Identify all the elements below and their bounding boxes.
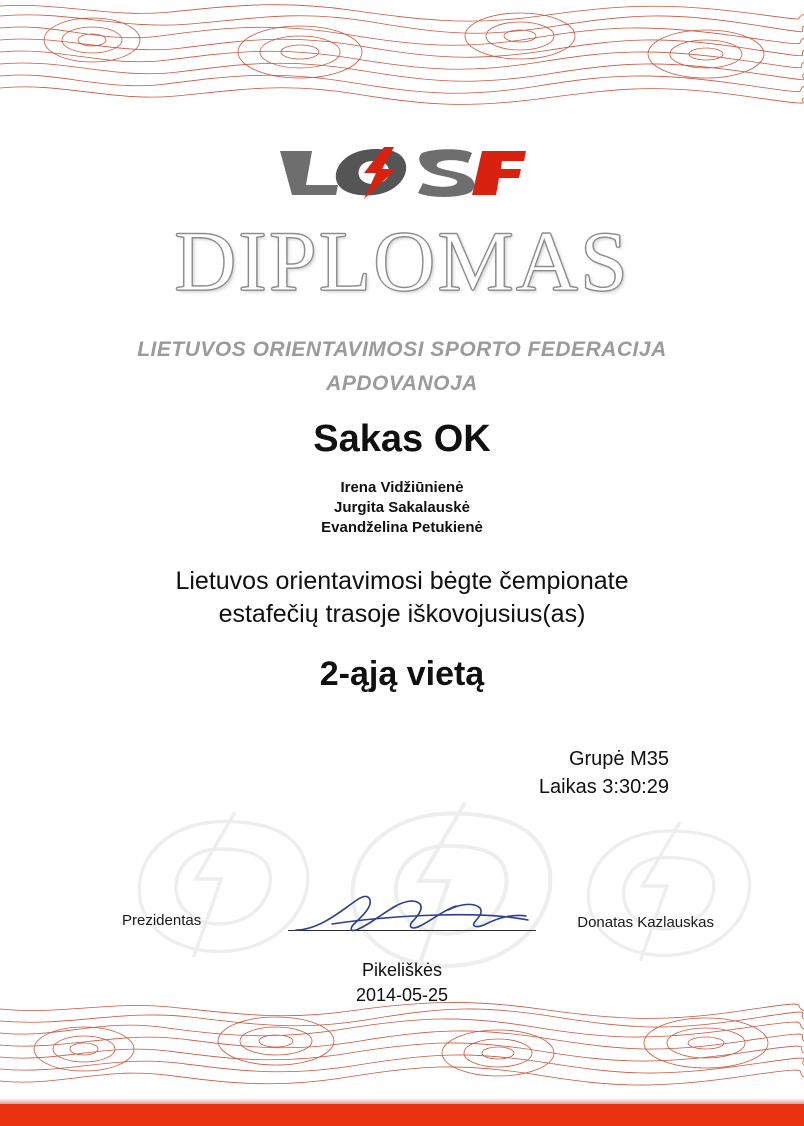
federation-line-1: LIETUVOS ORIENTAVIMOSI SPORTO FEDERACIJA <box>137 338 667 361</box>
losf-logo <box>272 145 532 200</box>
federation-line-2: APDOVANOJA <box>326 372 478 395</box>
signature-mark <box>288 890 538 938</box>
list-item: Jurgita Sakalauskė <box>334 499 470 516</box>
place-awarded: 2-ąją vietą <box>319 655 485 693</box>
group-label: Grupė M35 <box>568 748 669 770</box>
event-description-line-1: Lietuvos orientavimosi bėgte čempionate <box>175 567 629 595</box>
signature-role-label: Prezidentas <box>122 912 202 929</box>
bottom-accent-bar <box>0 1104 804 1126</box>
location-text: Pikeliškės <box>361 960 443 980</box>
event-description <box>0 565 804 631</box>
team-members-list <box>0 478 804 538</box>
recipient-name: Sakas OK <box>313 418 491 460</box>
page-title: DIPLOMAS <box>174 213 630 309</box>
footer-location-date <box>0 958 804 1008</box>
date-text: 2014-05-25 <box>355 985 449 1005</box>
event-description-line-2: estafečių trasoje iškovojusius(as) <box>218 600 586 628</box>
contour-decoration-bottom <box>0 1001 804 1096</box>
list-item: Irena Vidžiūnienė <box>340 479 464 496</box>
time-label: Laikas 3:30:29 <box>538 776 669 798</box>
list-item: Evandželina Petukienė <box>321 519 483 536</box>
signature-name-label: Donatas Kazlauskas <box>577 914 714 931</box>
contour-decoration-top <box>0 0 804 105</box>
result-details <box>539 745 669 801</box>
